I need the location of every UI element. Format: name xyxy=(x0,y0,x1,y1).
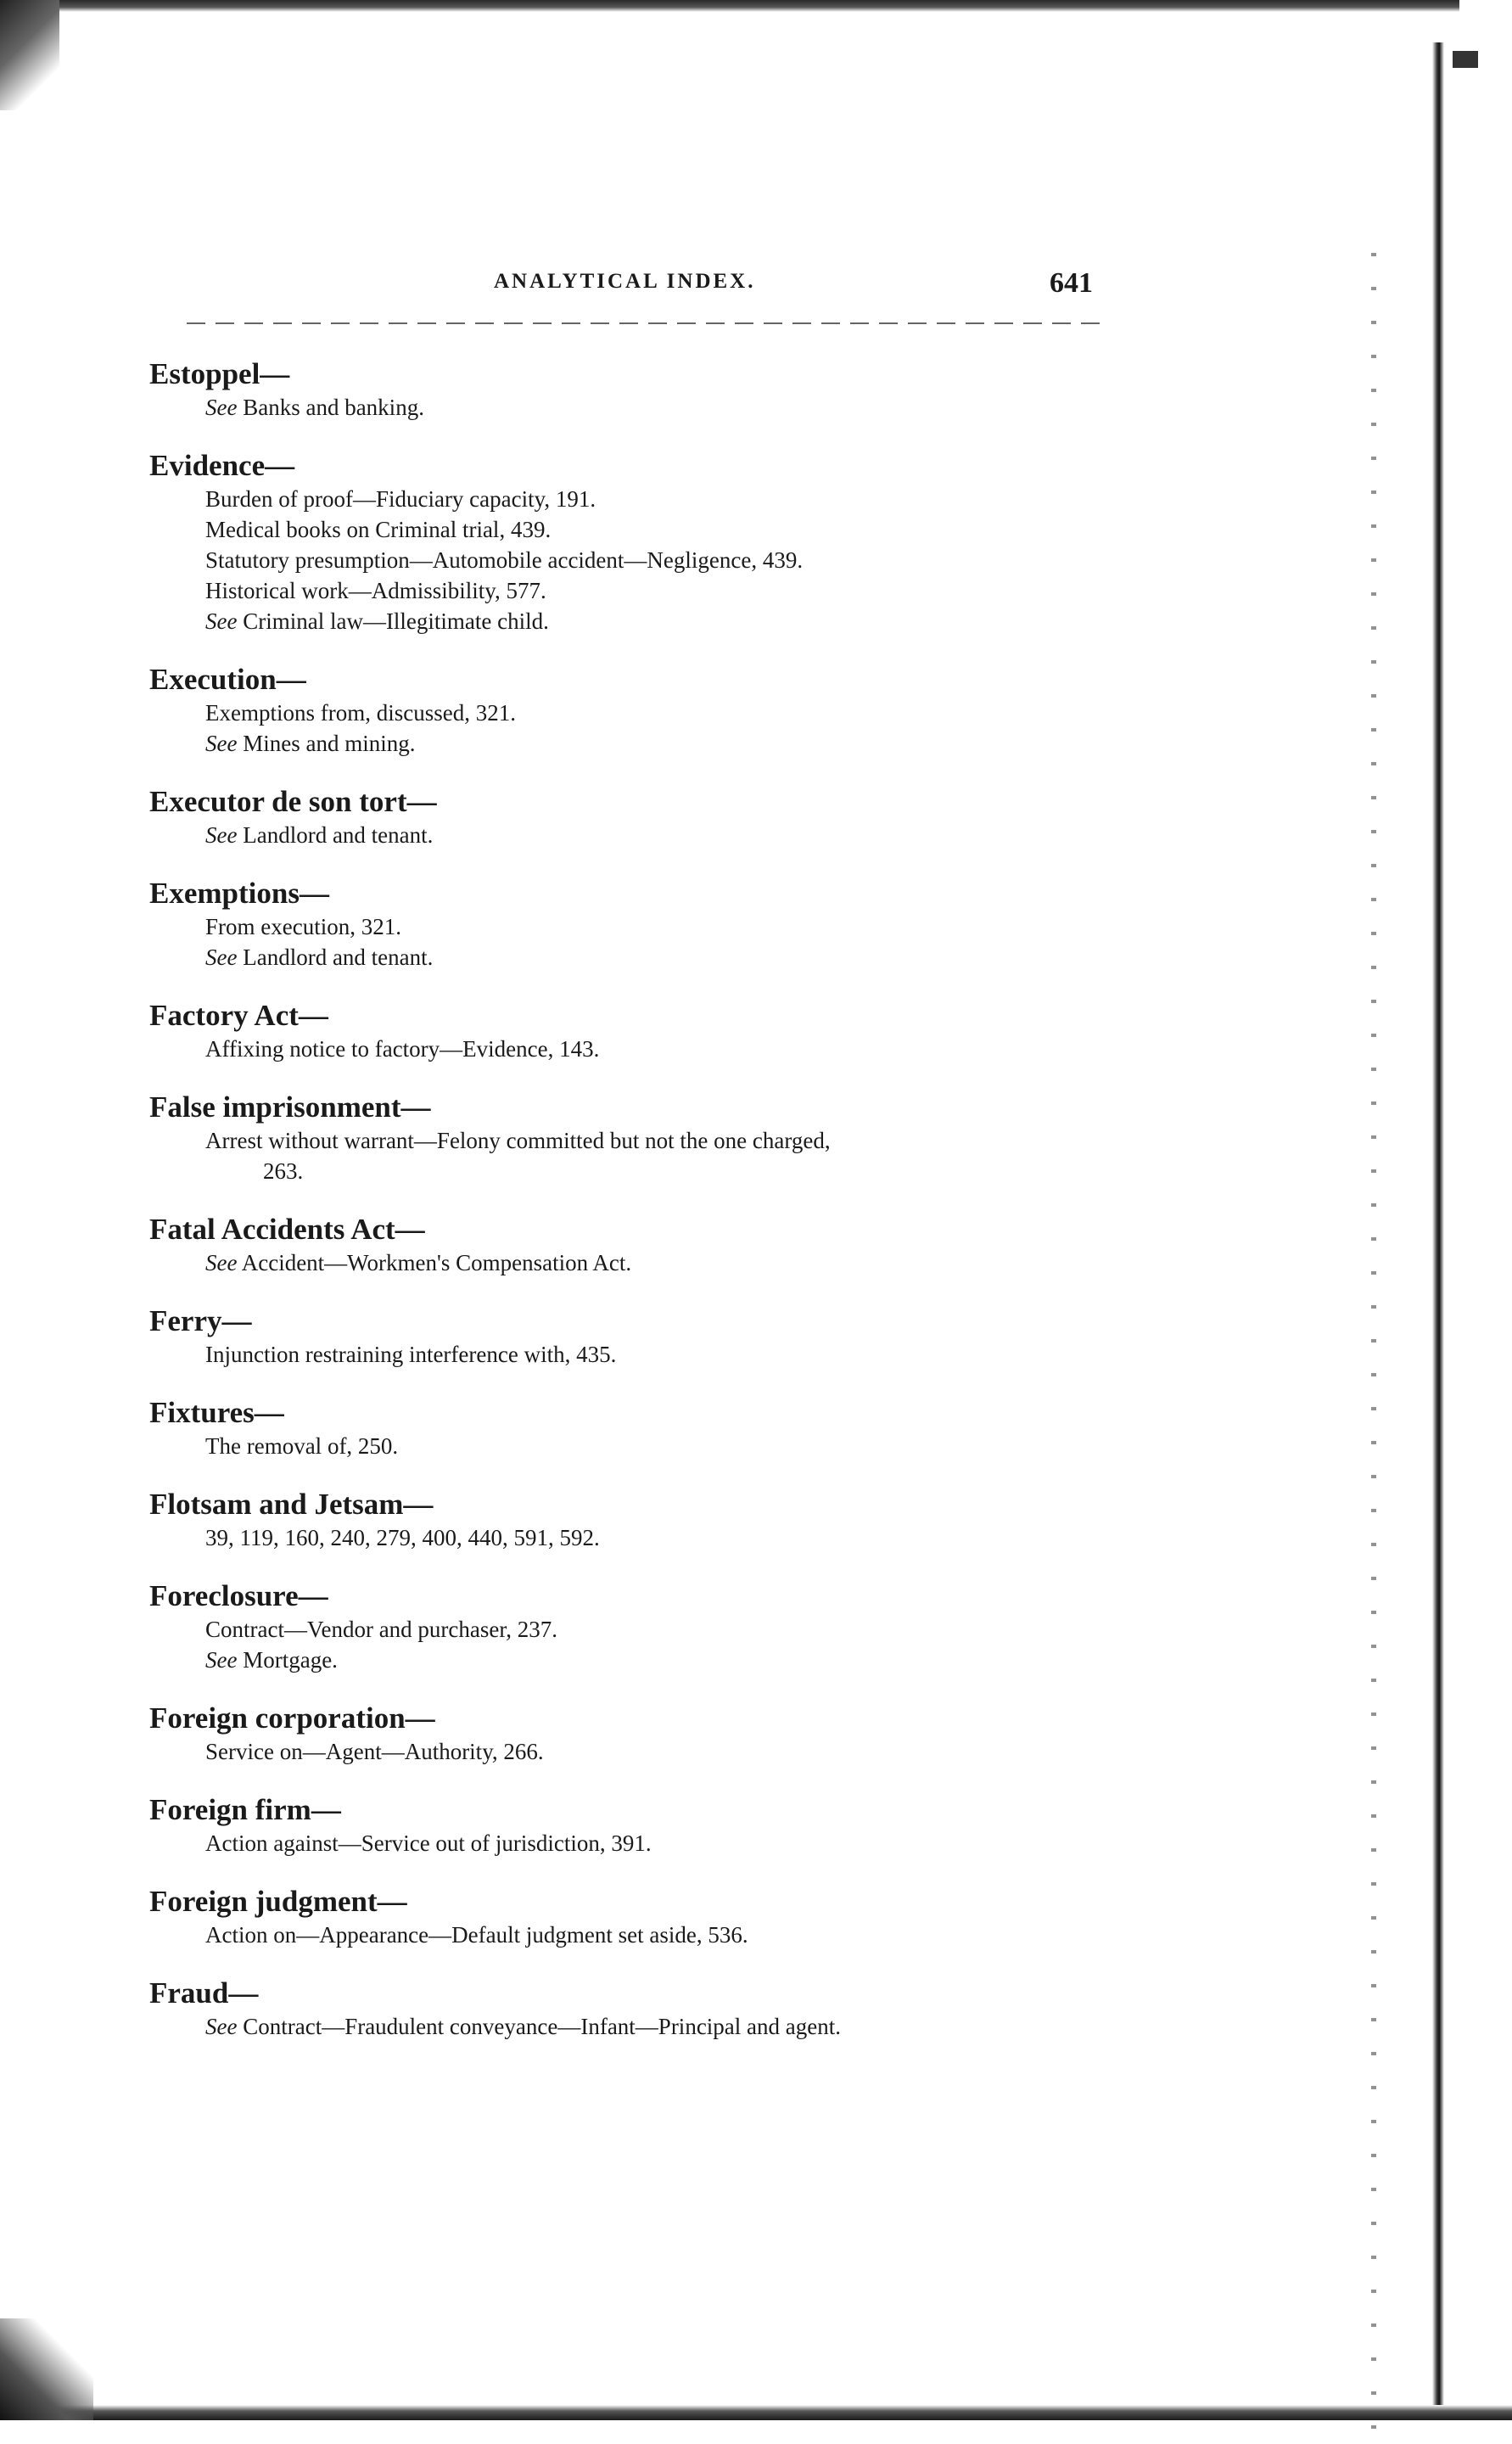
see-reference-label: See xyxy=(205,822,238,848)
index-entry xyxy=(149,1395,1117,1461)
subline-text: Action on—Appearance—Default judgment set aside, 536. xyxy=(205,1922,748,1948)
index-entry xyxy=(149,784,1117,850)
see-reference-label: See xyxy=(205,731,238,756)
running-header-title: ANALYTICAL INDEX. xyxy=(494,270,756,293)
entry-subline xyxy=(149,728,1117,759)
entry-subline xyxy=(149,698,1117,728)
entry-heading: Estoppel— xyxy=(149,357,290,390)
see-reference-label: See xyxy=(205,608,238,634)
entry-subline xyxy=(149,392,1117,423)
entry-subline xyxy=(149,1645,1117,1675)
scan-edge-bottom xyxy=(0,2405,1512,2420)
subline-text: From execution, 321. xyxy=(205,914,401,939)
entry-heading: Flotsam and Jetsam— xyxy=(149,1488,434,1521)
entry-heading: Ferry— xyxy=(149,1304,252,1337)
entry-heading: False imprisonment— xyxy=(149,1090,431,1124)
subline-text: Injunction restraining interference with, 435. xyxy=(205,1342,617,1367)
index-entry xyxy=(149,1090,1117,1186)
see-reference-label: See xyxy=(205,395,238,420)
entry-subline xyxy=(149,2011,1117,2042)
subline-text: Mortgage. xyxy=(237,1647,338,1673)
scan-corner-bottom-left xyxy=(0,2318,93,2420)
entry-heading: Fatal Accidents Act— xyxy=(149,1213,425,1246)
entry-heading: Foreign firm— xyxy=(149,1793,341,1826)
subline-text: Service on—Agent—Authority, 266. xyxy=(205,1739,544,1764)
subline-text: Burden of proof—Fiduciary capacity, 191. xyxy=(205,486,596,512)
see-reference-label: See xyxy=(205,945,238,970)
index-entry xyxy=(149,1578,1117,1675)
index-entry xyxy=(149,662,1117,759)
entry-subline xyxy=(149,1034,1117,1064)
subline-text: Medical books on Criminal trial, 439. xyxy=(205,517,552,542)
subline-text: Action against—Service out of jurisdiction, 391. xyxy=(205,1830,652,1856)
subline-text: Mines and mining. xyxy=(237,731,416,756)
entry-subline xyxy=(149,911,1117,942)
entry-subline xyxy=(149,606,1117,636)
subline-text: Landlord and tenant. xyxy=(237,945,434,970)
subline-text: The removal of, 250. xyxy=(205,1433,399,1459)
index-entry xyxy=(149,1976,1117,2042)
index-entry xyxy=(149,876,1117,973)
index-entry xyxy=(149,1792,1117,1858)
subline-text: Arrest without warrant—Felony committed but not the one charged, xyxy=(205,1128,831,1153)
scan-dots-right xyxy=(1371,238,1376,2444)
entry-subline xyxy=(149,484,1117,514)
index-entry xyxy=(149,1212,1117,1278)
index-entry xyxy=(149,1701,1117,1767)
index-entry xyxy=(149,998,1117,1064)
entry-heading: Evidence— xyxy=(149,449,295,482)
index-entry xyxy=(149,1487,1117,1553)
subline-continuation: 263. xyxy=(263,1158,304,1184)
page-number: 641 xyxy=(1050,267,1093,299)
entry-heading: Foreign corporation— xyxy=(149,1701,435,1735)
entry-heading: Foreclosure— xyxy=(149,1579,328,1612)
entry-heading: Exemptions— xyxy=(149,877,329,910)
entry-subline xyxy=(149,545,1117,575)
entry-subline xyxy=(149,942,1117,973)
scan-corner-top-left xyxy=(0,0,59,110)
entry-heading: Foreign judgment— xyxy=(149,1885,407,1918)
subline-text: 39, 119, 160, 240, 279, 400, 440, 591, 592. xyxy=(205,1525,600,1550)
subline-text: Affixing notice to factory—Evidence, 143. xyxy=(205,1036,600,1062)
entry-heading: Fixtures— xyxy=(149,1396,284,1429)
entry-subline xyxy=(149,575,1117,606)
entry-subline xyxy=(149,1736,1117,1767)
scan-edge-top xyxy=(17,0,1459,12)
entry-subline xyxy=(149,1920,1117,1950)
entry-heading: Factory Act— xyxy=(149,999,328,1032)
entry-heading: Fraud— xyxy=(149,1976,259,2010)
entry-subline xyxy=(149,1828,1117,1858)
entry-subline xyxy=(149,514,1117,545)
index-entry xyxy=(149,356,1117,423)
entry-subline xyxy=(149,820,1117,850)
subline-text: Contract—Vendor and purchaser, 237. xyxy=(205,1617,558,1642)
index-entries xyxy=(149,356,1117,2067)
entry-subline xyxy=(149,1522,1117,1553)
subline-text: Banks and banking. xyxy=(237,395,424,420)
see-reference-label: See xyxy=(205,1250,238,1275)
subline-text: Statutory presumption—Automobile accident—Negligence, 439. xyxy=(205,547,804,573)
scan-edge-right xyxy=(1432,42,1444,2410)
subline-text: Landlord and tenant. xyxy=(237,822,434,848)
see-reference-label: See xyxy=(205,2014,238,2039)
subline-text: Criminal law—Illegitimate child. xyxy=(237,608,549,634)
entry-subline xyxy=(149,1614,1117,1645)
see-reference-label: See xyxy=(205,1647,238,1673)
subline-text: Accident—Workmen's Compensation Act. xyxy=(237,1250,632,1275)
header-rule xyxy=(187,322,1103,324)
entry-subline xyxy=(149,1247,1117,1278)
index-entry xyxy=(149,448,1117,636)
entry-heading: Executor de son tort— xyxy=(149,785,437,818)
index-entry xyxy=(149,1884,1117,1950)
entry-subline xyxy=(149,1125,1117,1156)
entry-subline xyxy=(149,1431,1117,1461)
subline-text: Contract—Fraudulent conveyance—Infant—Principal and agent. xyxy=(237,2014,841,2039)
index-entry xyxy=(149,1303,1117,1370)
entry-heading: Execution— xyxy=(149,663,306,696)
scan-mark-right xyxy=(1453,51,1478,68)
subline-text: Exemptions from, discussed, 321. xyxy=(205,700,516,726)
entry-subline xyxy=(149,1339,1117,1370)
subline-text: Historical work—Admissibility, 577. xyxy=(205,578,546,603)
